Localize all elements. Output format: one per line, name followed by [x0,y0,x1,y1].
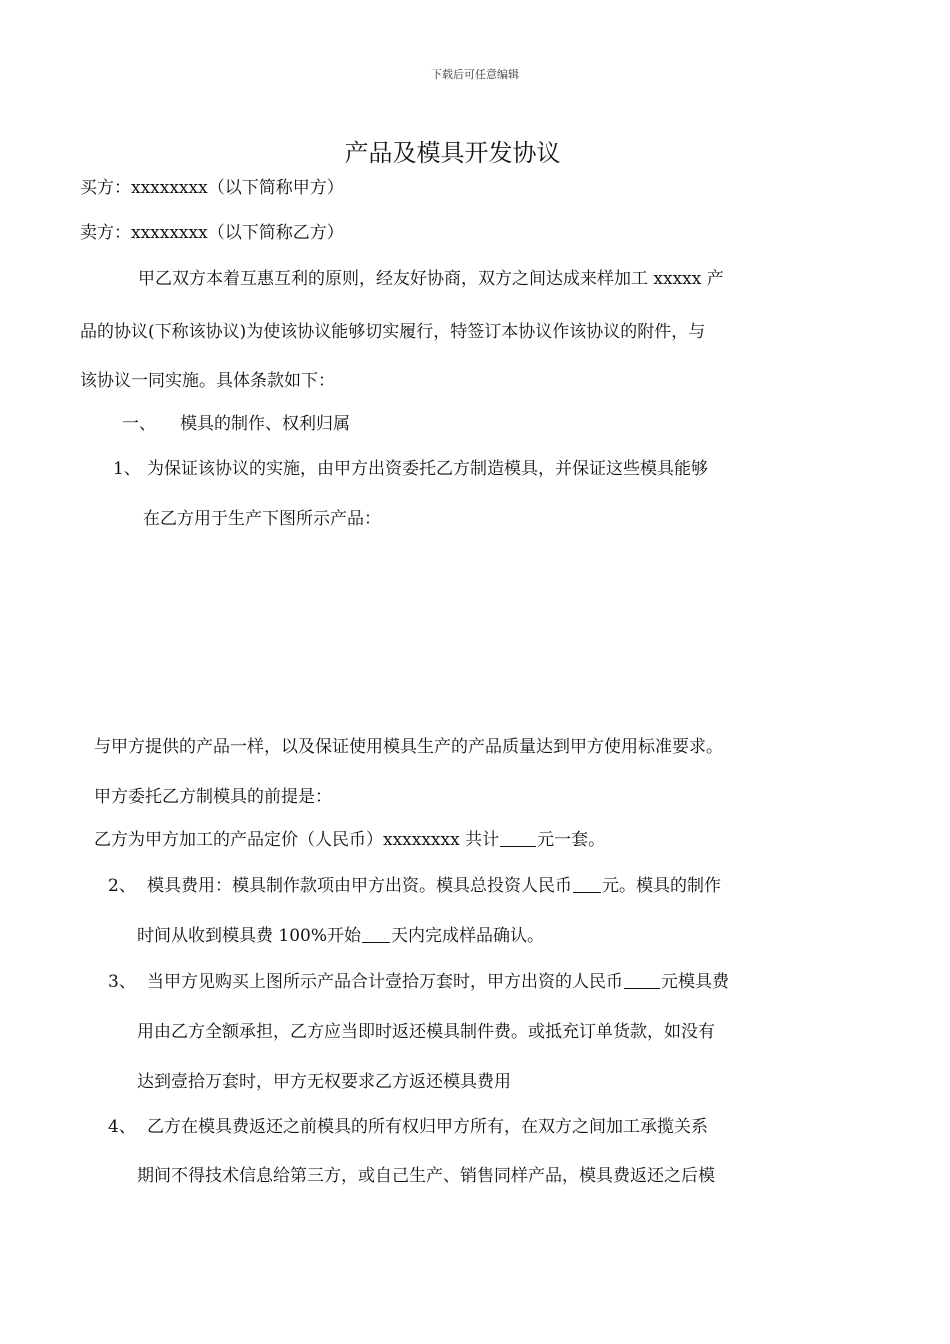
price-text: 元一套。 [537,830,606,850]
body-line: 与甲方提供的产品一样，以及保证使用模具生产的产品质量达到甲方使用标准要求。 [94,737,723,757]
price-line [94,829,605,851]
clause-line [147,971,729,993]
document-title: 产品及模具开发协议 [344,139,561,167]
section-heading: 模具的制作、权利归属 [180,414,350,434]
clause-text: 模具费用：模具制作款项由甲方出资。模具总投资人民币 [147,876,572,896]
clause-number: 3、 [108,972,136,992]
clause-line [137,925,544,947]
price-text: 乙方为甲方加工的产品定价（人民币）xxxxxxxx 共计 [94,830,500,850]
page-header: 下载后可任意编辑 [431,68,519,81]
buyer-line: 买方：xxxxxxxx（以下简称甲方） [80,178,344,198]
clause-number: 4、 [108,1117,136,1137]
clause-line: 达到壹拾万套时，甲方无权要求乙方返还模具费用 [137,1072,511,1092]
section-number: 一、 [122,414,156,434]
clause-text: 当甲方见购买上图所示产品合计壹拾万套时，甲方出资的人民币 [147,972,623,992]
body-line: 甲方委托乙方制模具的前提是： [94,787,332,807]
seller-line: 卖方：xxxxxxxx（以下简称乙方） [80,223,344,243]
blank-field [624,972,660,989]
clause-text: 时间从收到模具费 100%开始 [137,926,362,946]
intro-line: 品的协议(下称该协议)为使该协议能够切实履行，特签订本协议作该协议的附件，与 [80,322,706,342]
clause-text: 元模具费 [661,972,729,992]
clause-line: 在乙方用于生产下图所示产品： [143,509,381,529]
clause-line: 为保证该协议的实施，由甲方出资委托乙方制造模具，并保证这些模具能够 [147,459,708,479]
clause-number: 1、 [113,459,141,479]
clause-line [147,875,721,897]
clause-text: 天内完成样品确认。 [391,926,545,946]
blank-field [500,830,536,847]
clause-text: 元。模具的制作 [602,876,721,896]
clause-number: 2、 [108,876,136,896]
blank-field [573,876,601,893]
intro-line: 甲乙双方本着互惠互利的原则，经友好协商，双方之间达成来样加工 xxxxx 产 [138,269,724,289]
blank-field [362,926,390,943]
intro-line: 该协议一同实施。具体条款如下： [80,371,335,391]
clause-line: 期间不得技术信息给第三方，或自己生产、销售同样产品，模具费返还之后模 [137,1166,715,1186]
clause-line: 乙方在模具费返还之前模具的所有权归甲方所有，在双方之间加工承揽关系 [147,1117,708,1137]
clause-line: 用由乙方全额承担，乙方应当即时返还模具制件费。或抵充订单货款，如没有 [137,1022,715,1042]
